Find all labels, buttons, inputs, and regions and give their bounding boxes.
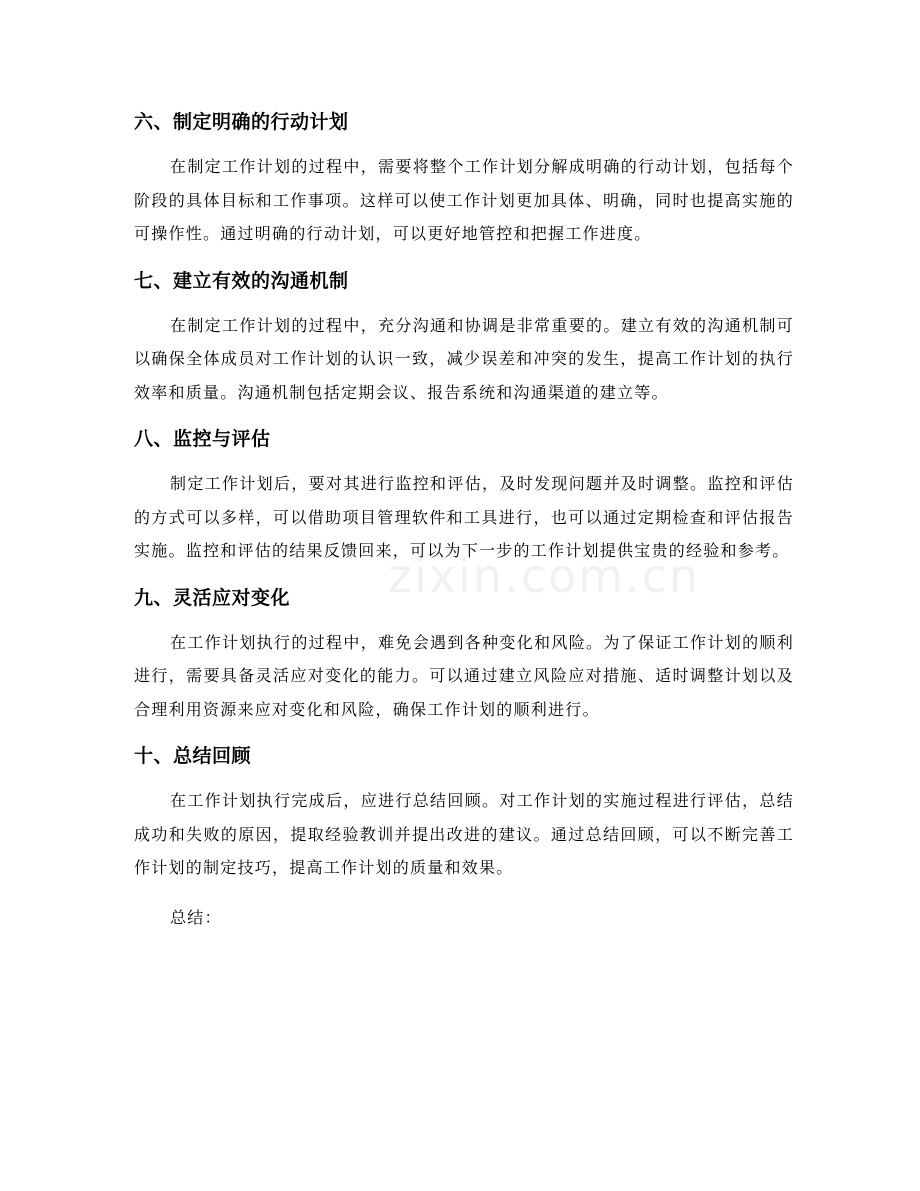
section-8: [134, 421, 794, 568]
section-heading: 十、总结回顾: [134, 745, 252, 767]
section-10: [134, 738, 794, 885]
section-7: [134, 263, 794, 410]
section-heading: 九、灵活应对变化: [134, 586, 291, 609]
section-heading: 八、监控与评估: [134, 428, 271, 450]
section-heading: 六、制定明确的行动计划: [134, 111, 349, 133]
section-6: [134, 104, 794, 251]
section-paragraph: 在工作计划执行的过程中，难免会遇到各种变化和风险。为了保证工作计划的顺利进行，需要具备灵活应对变化的能力。可以通过建立风险应对措施、适时调整计划以及合理利用资源来应对变化和风险，确保工作计划的顺利进行。: [134, 632, 794, 719]
section-paragraph: 在工作计划执行完成后，应进行总结回顾。对工作计划的实施过程进行评估，总结成功和失败的原因，提取经验教训并提出改进的建议。通过总结回顾，可以不断完善工作计划的制定技巧，提高工作计划的质量和效果。: [134, 791, 794, 877]
section-paragraph: 在制定工作计划的过程中，充分沟通和协调是非常重要的。建立有效的沟通机制可以确保全体成员对工作计划的认识一致，减少误差和冲突的发生，提高工作计划的执行效率和质量。沟通机制包括定期会议、报告系统和沟通渠道的建立等。: [134, 315, 794, 402]
summary-label: 总结：: [170, 907, 222, 927]
watermark: zixin.com.cn: [388, 549, 701, 603]
section-paragraph: 制定工作计划后，要对其进行监控和评估，及时发现问题并及时调整。监控和评估的方式可以多样，可以借助项目管理软件和工具进行，也可以通过定期检查和评估报告实施。监控和评估的结果反馈回来，可以为下一步的工作计划提供宝贵的经验和参考。: [134, 474, 794, 560]
section-paragraph: 在制定工作计划的过程中，需要将整个工作计划分解成明确的行动计划，包括每个阶段的具体目标和工作事项。这样可以使工作计划更加具体、明确，同时也提高实施的可操作性。通过明确的行动计划，可以更好地管控和把握工作进度。: [134, 157, 794, 243]
section-heading: 七、建立有效的沟通机制: [134, 269, 349, 292]
section-9: [134, 580, 794, 727]
